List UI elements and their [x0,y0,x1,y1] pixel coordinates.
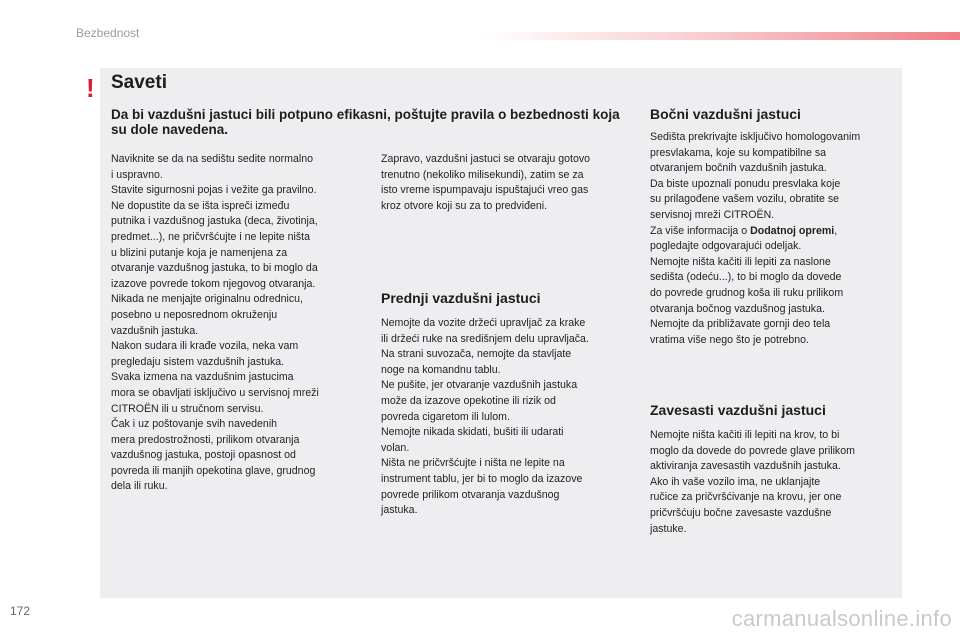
text-line: ručice za pričvršćivanje na krovu, jer one [650,491,842,504]
curtain-airbags-heading: Zavesasti vazdušni jastuci [650,402,826,418]
text-line: Čak i uz poštovanje svih navedenih [111,418,278,431]
column-general [111,152,361,495]
text-line: volan. [381,441,410,454]
text-line: noge na komandnu tablu. [381,363,501,376]
text-line: jastuke. [650,522,687,535]
text-line: Naviknite se da na sedištu sedite normalno [111,153,313,165]
text-line: Da biste upoznali ponudu presvlaka koje [650,177,841,190]
text-line: Nikada ne menjajte originalnu odrednicu, [111,293,303,306]
text-line: Stavite sigurnosni pojas i vežite ga pravilno. [111,184,317,197]
column-deployment [381,152,633,214]
text-line: CITROËN ili u stručnom servisu. [111,402,264,415]
text-line: kroz otvore koji su za to predviđeni. [381,199,548,212]
text-line: ili držeći ruke na središnjem delu upravljača. [381,332,589,345]
text-line: Svaka izmena na vazdušnim jastucima [111,371,294,384]
text-line: u blizini putanje koja je namenjena za [111,246,288,259]
text-line: instrument tablu, jer bi to moglo da izazove [381,472,583,485]
text-line: povreda cigaretom ili lulom. [381,410,510,423]
text-line: Na strani suvozača, nemojte da stavljate [381,348,572,361]
text-line: pričvršćuju bočne zavesaste vazdušne [650,506,832,519]
text-line: su prilagođene vašem vozilu, obratite se [650,193,840,206]
watermark: carmanualsonline.info [731,606,952,631]
text-line: dela ili ruku. [111,480,168,493]
text-line: Nakon sudara ili krađe vozila, neka vam [111,340,299,353]
text-line: Sedišta prekrivajte isključivo homologovanim [650,131,861,143]
text-line: aktiviranja zavesastih vazdušnih jastuka. [650,460,841,473]
text-line: Zapravo, vazdušni jastuci se otvaraju gotovo [381,153,591,165]
text-line: putnika i vazdušnog jastuka (deca, životinja, [111,215,318,228]
text-line: predmet...), ne pričvršćujte i ne lepite ništa [111,230,311,243]
side-airbags-text [650,130,902,348]
text-line: može da izazove opekotine ili rizik od [381,394,556,407]
front-airbags-text [381,316,633,519]
text-line: presvlakama, koje su kompatibilne sa [650,146,827,159]
text-line: Nemojte da vozite držeći upravljač za krake [381,317,586,329]
header-gradient-bar [480,32,960,40]
accessories-link-text: Dodatnoj opremi [750,224,835,237]
text-line: Nemojte ništa kačiti ili lepiti na krov, to bi [650,429,840,441]
text-line: mora se obavljati isključivo u servisnoj mreži [111,386,319,399]
side-airbags-heading: Bočni vazdušni jastuci [650,106,801,122]
text-line: jastuka. [381,504,418,517]
text-line: do povrede grudnog koša ili ruku prilikom [650,286,844,299]
text-line: povrede prilikom otvaranja vazdušnog [381,488,560,501]
text-line: trenutno (nekoliko milisekundi), zatim se za [381,168,584,181]
text-line: mera predostrožnosti, prilikom otvaranja [111,433,300,446]
text-line: vratima više nego što je potrebno. [650,333,809,346]
text-line: vazdušnih jastuka. [111,324,199,337]
side-info-line: Za više informacija o Dodatnoj opremi, [650,224,838,237]
text-line: Ne dopustite da se išta ispreči između [111,199,290,212]
text-line: otvaranje vazdušnog jastuka, to bi moglo da [111,262,318,275]
text-line: Nemojte ništa kačiti ili lepiti za naslone [650,255,831,268]
text-line: moglo da dovede do povrede glave prilikom [650,444,855,457]
text-line: pogledajte odgovarajući odeljak. [650,240,802,253]
text-line: Nemojte nikada skidati, bušiti ili udarati [381,426,564,439]
text-line: servisnoj mreži CITROËN. [650,208,775,221]
text-line: posebno u neposrednom okruženju [111,308,278,321]
text-line: vazdušnog jastuka, postoji opasnost od [111,449,296,462]
curtain-airbags-text [650,428,902,537]
text-line: otvaranja bočnog vazdušnog jastuka. [650,302,825,315]
text-line: pregledaju sistem vazdušnih jastuka. [111,355,285,368]
text-line: izazove povrede tokom njegovog otvaranja. [111,277,316,290]
text-line: Ništa ne pričvršćujte i ništa ne lepite na [381,457,565,470]
text-line: Ako ih vaše vozilo ima, ne uklanjajte [650,475,821,488]
intro-text: Da bi vazdušni jastuci bili potpuno efikasni, poštujte pravila o bezbednosti koja su dole navedena. [111,107,620,137]
text-line: sedišta (odeću...), to bi moglo da dovede [650,271,842,284]
text-line: i uspravno. [111,168,163,181]
page-number: 172 [10,604,31,618]
exclamation-icon: ! [86,73,95,103]
panel-title: Saveti [111,72,167,93]
front-airbags-heading: Prednji vazdušni jastuci [381,290,541,306]
text-line: Ne pušite, jer otvaranje vazdušnih jastuka [381,379,578,392]
text-line: povreda ili manjih opekotina glave, grudnog [111,464,316,477]
text-line: Nemojte da približavate gornji deo tela [650,318,831,331]
text-line: otvaranjem bočnih vazdušnih jastuka. [650,162,827,175]
section-label: Bezbednost [76,26,140,40]
text-line: isto vreme ispumpavaju ispuštajući vreo gas [381,184,589,197]
